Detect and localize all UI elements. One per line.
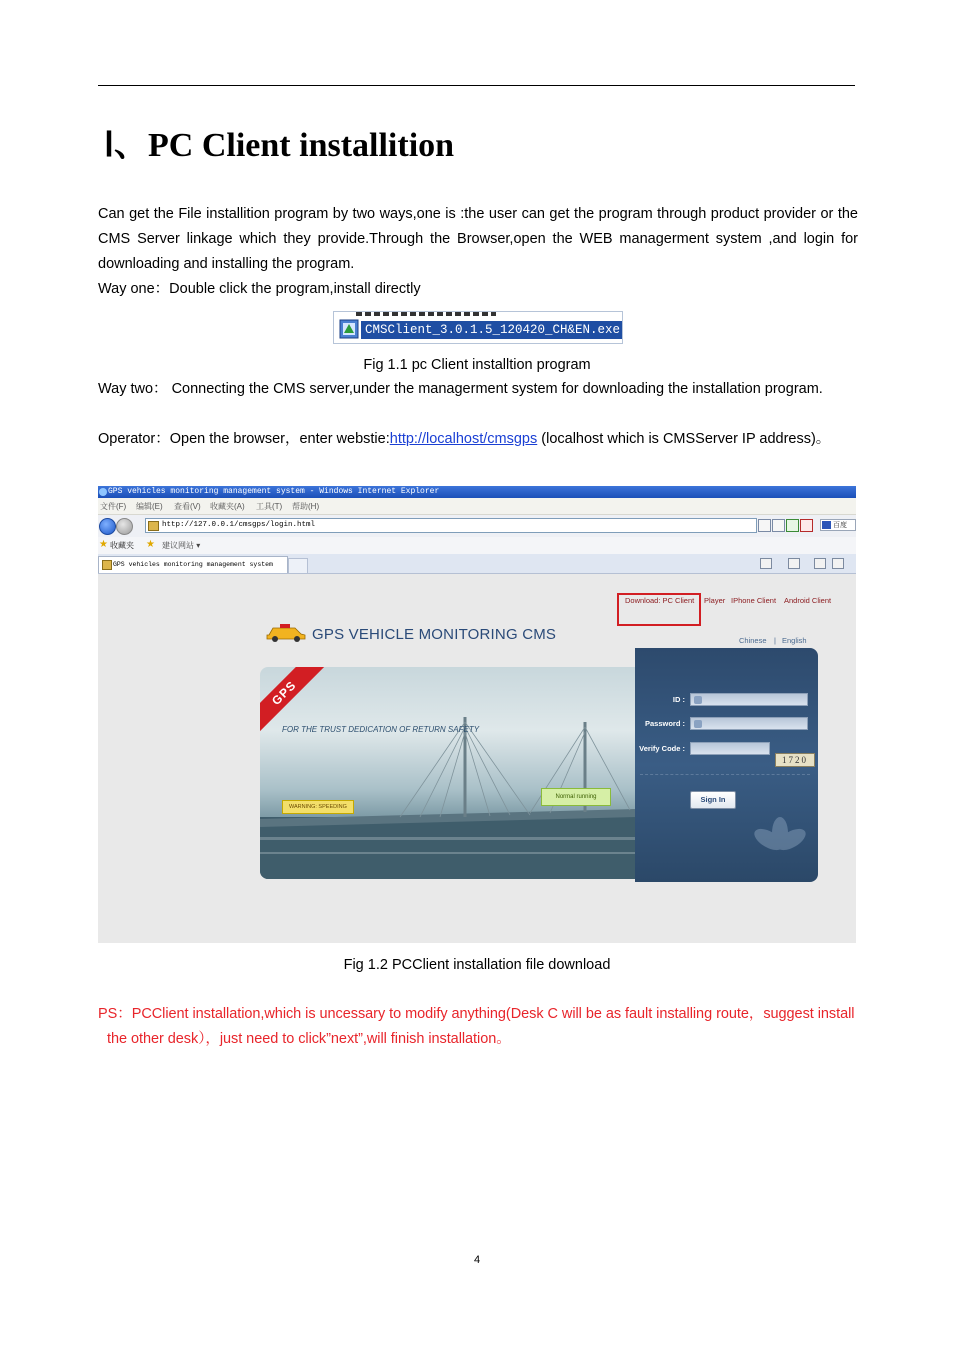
menu-item-favorites[interactable]: 收藏夹(A) <box>210 502 245 511</box>
sign-in-button[interactable]: Sign In <box>690 791 736 809</box>
suggested-sites[interactable]: 建议网站 ▾ <box>162 541 201 550</box>
browser-screenshot <box>98 486 856 943</box>
search-provider-box[interactable] <box>820 519 856 531</box>
page-number: 4 <box>473 1254 481 1266</box>
menu-item-tools[interactable]: 工具(T) <box>256 502 283 511</box>
login-web-page <box>98 574 856 943</box>
stop-icon[interactable] <box>800 519 813 532</box>
login-panel <box>635 648 818 882</box>
back-button[interactable] <box>99 518 116 535</box>
gps-ribbon: GPS <box>260 667 326 735</box>
mail-icon[interactable] <box>814 558 826 569</box>
browser-menu-bar <box>98 498 856 515</box>
address-field[interactable] <box>145 518 757 533</box>
key-icon <box>694 720 702 728</box>
feeds-icon[interactable] <box>788 558 800 569</box>
search-provider-label: 百度 <box>833 522 847 529</box>
download-pc-client-link[interactable]: Download: PC Client <box>625 596 695 605</box>
menu-item-file[interactable]: 文件(F) <box>100 502 127 511</box>
flower-decoration-icon <box>745 813 815 879</box>
browser-title: GPS vehicles monitoring management system - Windows Internet Explorer <box>108 487 440 496</box>
download-player-link[interactable]: Player <box>704 596 726 605</box>
tab-title: GPS vehicles monitoring management system <box>113 561 273 568</box>
page-favicon <box>148 521 159 531</box>
user-icon <box>694 696 702 704</box>
cmsgps-link[interactable]: http://localhost/cmsgps <box>389 431 538 447</box>
way-two-text: Way two： Connecting the CMS server,under the managerment system for downloading the installation program. <box>98 381 823 397</box>
pc-client-highlight-box <box>617 593 701 626</box>
cropped-filename-row <box>356 312 496 316</box>
home-icon[interactable] <box>760 558 772 569</box>
verify-code-input[interactable] <box>690 742 770 755</box>
language-separator: | <box>774 636 776 645</box>
menu-item-edit[interactable]: 编辑(E) <box>136 502 163 511</box>
bridge-illustration <box>260 667 636 879</box>
favorites-bar <box>98 537 856 555</box>
download-android-link[interactable]: Android Client <box>784 596 832 605</box>
new-tab-button[interactable] <box>288 558 308 574</box>
language-english[interactable]: English <box>782 636 807 645</box>
installer-icon <box>338 318 360 340</box>
id-input[interactable] <box>690 693 808 706</box>
download-iphone-link[interactable]: IPhone Client <box>731 596 777 605</box>
normal-running-tag: Normal running <box>541 788 611 806</box>
figure-1-2-caption: Fig 1.2 PCClient installation file download <box>343 957 611 973</box>
password-label: Password : <box>644 719 685 728</box>
menu-item-view[interactable]: 查看(V) <box>174 502 201 511</box>
verify-code-label: Verify Code : <box>639 744 685 753</box>
browser-address-bar <box>98 515 856 537</box>
ie-icon <box>99 488 107 496</box>
menu-item-help[interactable]: 帮助(H) <box>292 502 320 511</box>
installer-file-figure <box>333 311 623 344</box>
warning-speeding-tag: WARNING: SPEEDING <box>282 800 354 814</box>
header-rule <box>98 85 855 86</box>
browser-title-bar <box>98 486 856 498</box>
figure-1-1-caption: Fig 1.1 pc Client installtion program <box>363 357 591 373</box>
address-url: http://127.0.0.1/cmsgps/login.html <box>162 521 316 529</box>
bridge-banner <box>260 667 636 879</box>
logo-text: GPS VEHICLE MONITORING CMS <box>312 626 557 643</box>
intro-paragraph: Can get the File installition program by two ways,one is :the user can get the program through product provider or the CMS Server linkage which they provide.Through the Browser,open the WEB managerment system ,and login for downloading and installing the program. <box>98 206 858 272</box>
operator-text <box>98 427 858 452</box>
taxi-logo-icon <box>265 620 307 642</box>
section-numeral: Ⅰ、 <box>104 127 149 164</box>
favorites-star-icon[interactable]: ★ <box>99 539 108 550</box>
section-title <box>104 124 454 168</box>
dropdown-icon[interactable] <box>758 519 771 532</box>
installer-file-name[interactable]: CMSClient_3.0.1.5_120420_CH&EN.exe <box>361 321 623 339</box>
forward-button[interactable] <box>116 518 133 535</box>
section-title-text: PC Client installition <box>148 127 455 164</box>
banner-slogan: FOR THE TRUST DEDICATION OF RETURN SAFETY <box>282 725 480 734</box>
baidu-icon <box>822 521 831 529</box>
ps-note: PS：PCClient installation,which is uncessary to modify anything(Desk C will be as fault installing route，suggest install the other desk），just need to click”next”,will finish installation。 <box>98 1006 855 1047</box>
add-favorite-icon[interactable]: ★ <box>146 539 155 550</box>
compat-view-icon[interactable] <box>772 519 785 532</box>
tab-favicon <box>102 560 112 570</box>
browser-tab-bar <box>98 554 856 574</box>
language-chinese[interactable]: Chinese <box>739 636 767 645</box>
captcha-image[interactable]: 1720 <box>775 753 815 767</box>
password-input[interactable] <box>690 717 808 730</box>
way-one-text: Way one：Double click the program,install directly <box>98 281 421 297</box>
refresh-icon[interactable] <box>786 519 799 532</box>
favorites-label[interactable]: 收藏夹 <box>110 541 134 550</box>
print-icon[interactable] <box>832 558 844 569</box>
operator-prefix: Operator：Open the browser，enter webstie: <box>98 431 390 447</box>
id-label: ID : <box>672 695 685 704</box>
panel-divider <box>640 774 810 775</box>
browser-tab[interactable] <box>98 556 288 573</box>
operator-suffix: (localhost which is CMSServer IP address)。 <box>537 431 831 447</box>
